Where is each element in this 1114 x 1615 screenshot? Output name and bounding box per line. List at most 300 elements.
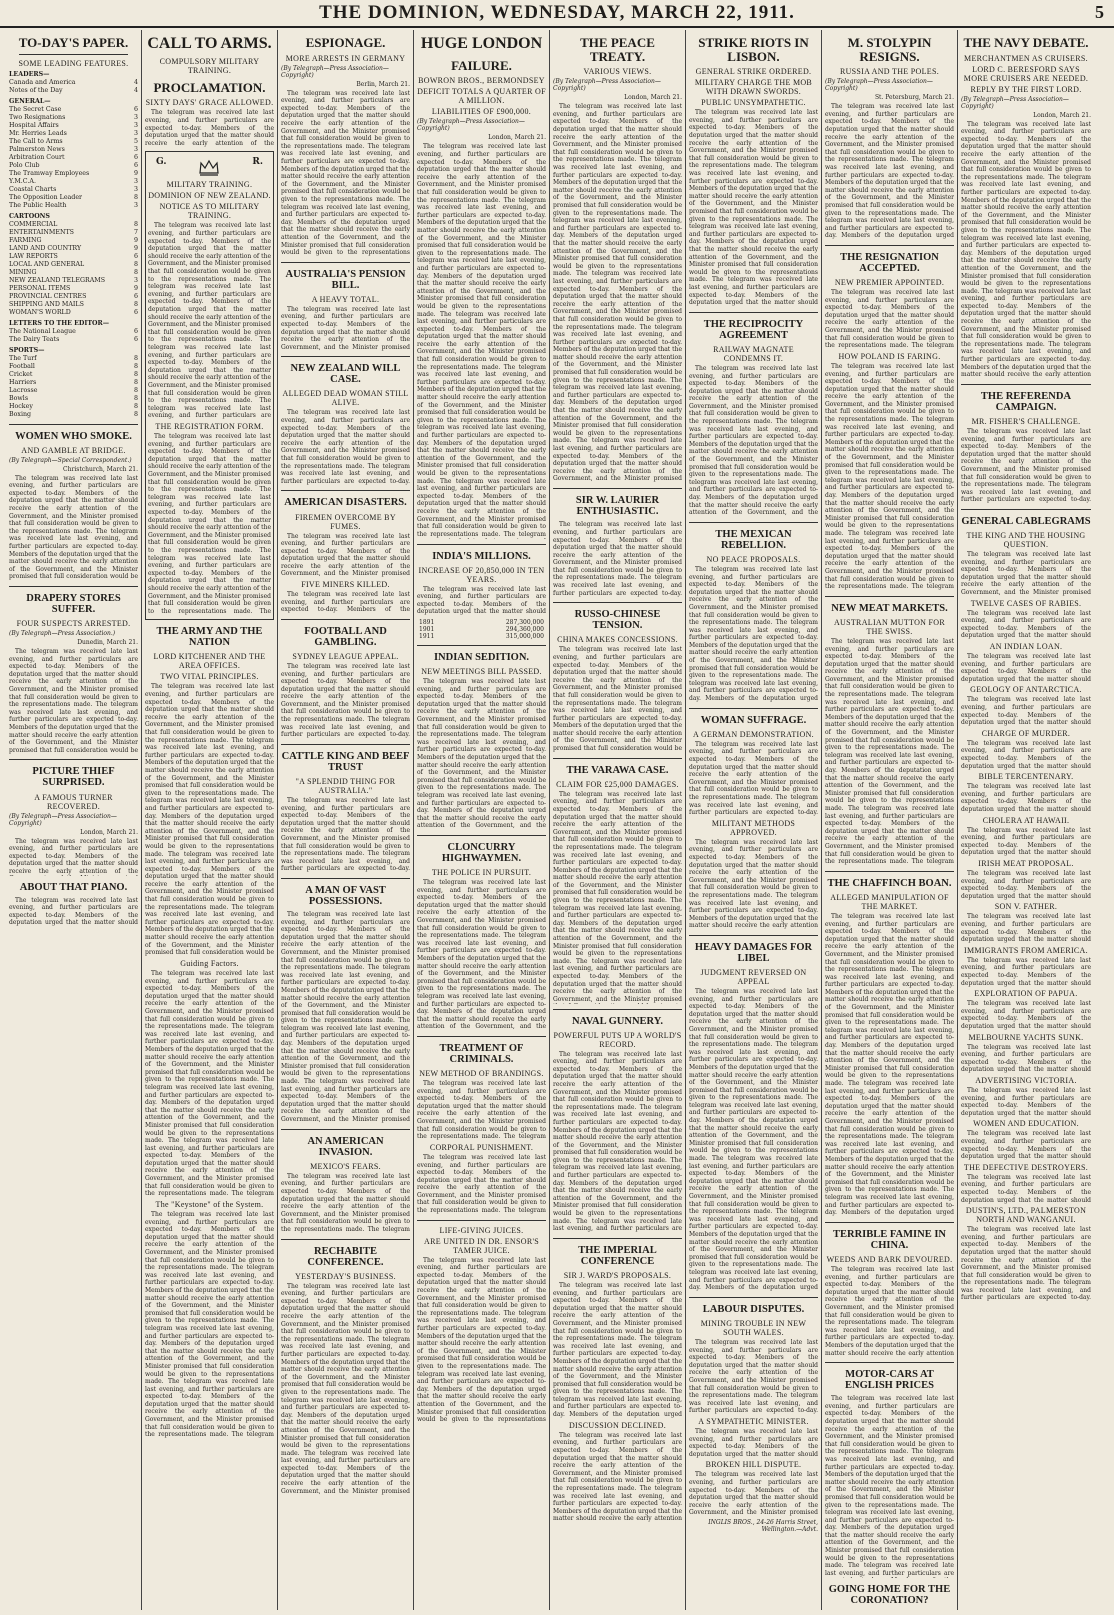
- index-page: 3: [133, 145, 138, 153]
- article-subheading: LORD KITCHENER AND THE AREA OFFICES.: [153, 652, 266, 671]
- article-body: [281, 409, 410, 485]
- byline: (By Telegraph—Press Association—Copyright): [825, 78, 933, 93]
- index-entry: [9, 277, 138, 285]
- article-subheading: REPLY BY THE FIRST LORD.: [970, 84, 1082, 94]
- index-page: 6: [133, 308, 138, 316]
- rule: [689, 522, 818, 523]
- column-6: [686, 30, 822, 1610]
- index-entry: [9, 146, 138, 154]
- cable-item-heading: THE DEFECTIVE DESTROYERS.: [963, 1162, 1089, 1172]
- paragraph: The telegram was received late last evening, and further particulars are expected to-day. Members of the deputation urged that the matter should receive the early attention of the Government, and the Minister promised that full consideration would be given to the representations made. The telegram was received late last evening, and further particulars are expected to-day. Members of the deputation urged that the matter should receive the early attention of the Government, and the Minister promised that full consideration would be given to the representations made. The telegram was received late last evening, and further particulars are expected to-day. Members of the deputation urged that the matter should receive the early attention of the Government, and the Minister promised that full consideration would be given to the representations made. The telegram was received late last evening, and further particulars are expected to-day. Members of the deputation urged that the matter should receive the early attention of the Government, and the Minister promised that full consideration would be given to the representations made. The telegram: [145, 1211, 274, 1439]
- byline: (By Telegraph—Press Association—Copyright): [417, 118, 525, 133]
- paragraph: The telegram was received late last evening, and further particulars are expected to-day. Members of the deputation urged that the matter should receive the early attention of the Government, and the Minister promised that full consideration would be given to the representations made. The telegram was received late last evening, and further particulars are expected to-day. Members of the deputation urged that the matter should receive the early attention of the Government, and the Minister promised that full consideration would be given to the representations made. The telegram was received late last evening, and further particulars are expected to-day. Members of the deputation urged that the matter should receive the early attention of the Government, and the Minister promised that full consideration would be given to the representations made. The telegram was received late last evening, and further particulars are expected to-day. Members of the deputation urged that the matter should receive the early attention of the Government, and the Minister promised that full consideration would be given to the representations made. The telegram was received late last evening, and further particulars are expected to-day. Members of the deputation urged that the matter should receive the early attention of the Government, and the Minister promised that full consideration would be given to the representations made. The telegram was received late last evening, and further particulars are expected to-day. Members of the deputation urged: [825, 912, 954, 1217]
- article-body: [825, 363, 954, 591]
- todays-paper-heading: TO-DAY'S PAPER.: [18, 35, 129, 50]
- article-subheading: DEFICIT TOTALS A QUARTER OF A MILLION.: [417, 87, 546, 106]
- article-body: [553, 1282, 682, 1419]
- paragraph: The telegram was received late last evening, and further particulars are expected to-day. Members of the deputation urged that the matter should: [961, 653, 1091, 683]
- article-body: [281, 663, 410, 739]
- advertisement-signature: INGLIS BROS., 24-26 Harris Street, Wellington.—Advt.: [708, 1518, 818, 1533]
- paragraph: The telegram was received late last evening, and further particulars are expected to-day. Members of the deputation urged that the matter should receive the early attention of the Government, and the Minister promised that full consideration would be given to the representations made. The telegram was received late last evening, and further particulars are expected to-day. Members of the deputation urged that the matter should receive the early attention of the Government, and the Minister promised that full consideration would be given to the representations made. The telegram was received late last evening, and further particulars are expected to-day. Members of the deputation urged that the matter should receive the early attention of the Government, and the Minister promised that full consideration would be given to the representations made. The telegram was received late last evening, and further particulars are expected to-day. Members of the deputation urged that the matter should receive the early attention of the Government, and the Minister promised that full consideration would be given to the representations made. The telegram was received late last evening, and further particulars are expected to-day. Members of the deputation urged that the matter should receive the early attention of the Government, and the Minister promised that full consideration would be given to the representations made. The telegram was received late last evening, and further particulars are expected to-day. Members of the deputation urged that the matter should receive the early attention of the Government, and the Minister promised that full consideration would be given to the representations made. The telegram was received late last evening, and further particulars are expected to-day. Members of the deputation urged that the matter should receive the early attention of the Government, and the Minister promised: [553, 103, 682, 483]
- paragraph: The telegram was received late last evening, and further particulars are expected to-day. Members of the deputation urged that the matter should receive the early attention of the Government, and the Minister promised that full consideration would be given to the representations made. The telegram was received late last evening, and further particulars are expected to-day.: [553, 521, 682, 597]
- index-entry: [9, 363, 138, 371]
- article-subheading: PUBLIC UNSYMPATHETIC.: [701, 98, 806, 108]
- article-heading: GOING HOME FOR THE CORONATION?: [828, 1583, 951, 1606]
- article-body: [689, 1471, 818, 1517]
- index-entry: [9, 395, 138, 403]
- paragraph: The telegram was received late last evening, and further particulars are expected to-day. Members of the deputation urged that the matter should: [961, 1086, 1091, 1117]
- article-subheading: WEEDS AND BARK DEVOURED.: [826, 1254, 953, 1264]
- paragraph: The telegram was received late last evening, and further particulars are expected to-day. Members of the deputation urged that the matter should receive the early attention of the: [9, 837, 138, 875]
- article-heading: LABOUR DISPUTES.: [702, 1303, 805, 1315]
- paragraph: The telegram was received late last evening, and further particulars are expected to-day. Members of the deputation urged that the matter should receive the early attention of the Government, and the Minister promised that full consideration would be given to the representations made. The telegram was received late last evening, and further particulars are expected to-day. Members of the deputation urged that the matter should receive the early attention of the Government, and the Minister promised that full consideration would be: [9, 648, 138, 754]
- article-subheading: A GERMAN DEMONSTRATION.: [693, 729, 814, 739]
- index-entry: [9, 285, 138, 293]
- article-heading: THE REFERENDA CAMPAIGN.: [980, 391, 1072, 414]
- table-row: [417, 633, 546, 640]
- rule: [553, 1238, 682, 1239]
- article-body: [417, 1257, 546, 1424]
- paragraph: The telegram was received late last evening, and further particulars are expected to-day. Members of the deputation urged that the matter should receive the early attention of the Government, and the Minister promised that full consideration would be given to the representations made. The telegram was received late last evening, and further particulars are expected to-day.: [961, 428, 1091, 504]
- cable-item-heading: MELBOURNE YACHTS SUNK.: [968, 1032, 1084, 1042]
- column-4: [414, 30, 550, 1610]
- cable-item-heading: ADVERTISING VICTORIA.: [975, 1075, 1077, 1085]
- index-page: 8: [133, 370, 138, 378]
- index-label: The Turf: [9, 354, 37, 362]
- article-body: [689, 839, 818, 930]
- index-entry: [9, 253, 138, 261]
- index-label: Two Resignations: [9, 113, 66, 121]
- article-body: [961, 428, 1091, 504]
- notice-body: [148, 222, 271, 420]
- article-heading: A MAN OF VAST POSSESSIONS.: [305, 884, 386, 907]
- page-number: 5: [1095, 2, 1104, 22]
- article-body: [689, 988, 818, 1292]
- index-page: 8: [133, 268, 138, 276]
- population-table: [417, 619, 546, 640]
- paragraph: The telegram was received late last evening, and further particulars are expected to-day. Members of the deputation urged that the matter should receive the early attention of the Government, and the Minister promised that full consideration would be given to the representations made. The telegram was received late last evening, and further particulars are expected to-day. Members of the deputation urged that the matter should receive the early attention of the Government, and the Minister promised that full consideration would be given to the representations made. The telegram was received late last evening, and further particulars are expected to-day. Members of the deputation urged that the matter should receive the early attention of the Government, and the Minister promised that full consideration would be given to the representations made. The: [148, 433, 271, 615]
- paragraph: The telegram was received late last evening, and further particulars are expected to-day. Members of the deputation urged that the matter should: [961, 739, 1091, 770]
- index-label: Notes of the Day: [9, 86, 63, 94]
- rule: [417, 544, 546, 545]
- population-cell: 294,360,000: [505, 626, 544, 634]
- index-page: 6: [133, 161, 138, 169]
- article-subheading: RUSSIA AND THE POLES.: [839, 67, 940, 77]
- article-subheading: "A SPLENDID THING FOR AUSTRALIA.": [295, 776, 396, 795]
- article-heading: FOOTBALL AND GAMBLING.: [304, 625, 387, 648]
- article-body: [825, 1266, 954, 1357]
- article-heading: TERRIBLE FAMINE IN CHINA.: [833, 1228, 946, 1251]
- rule: [961, 509, 1091, 510]
- paragraph: The telegram was received late last evening, and further particulars are expected to-day. Members of the deputation urged that the matter should: [961, 1000, 1091, 1030]
- article-body: [553, 1051, 682, 1233]
- index-section: LETTERS TO THE EDITOR—: [9, 319, 110, 327]
- article-heading: THE PEACE TREATY.: [580, 35, 655, 64]
- paragraph: The telegram was received late last evening, and further particulars are expected to-day. Members of the deputation urged that the matter should receive the early attention of the Government, and the Minister promised that full consideration would be given to the representations made. The telegram was received late last evening, and further particulars are expected to-day. Members of the deputation urged that the matter should receive the early attention of the Government, and the Minister promised that full consideration would be given to the representations made. The telegram was received late last evening, and further particulars are expected to-day. Members of the deputation urged that the matter should receive the early attention of the Government, and the Minister promised that full consideration would be given to the representations made. The telegram was received late last evening, and further particulars are expected to-day. Members of the deputation urged that the matter should receive the early attention of the Government, and the Minister promised that full consideration would be given to the representations made. The telegram: [145, 970, 274, 1198]
- rule: [281, 262, 410, 263]
- index-entry: [9, 371, 138, 379]
- paragraph: The telegram was received late last evening, and further particulars are expected to-day. Members of the deputation urged that the matter should receive the early attention of the Government, and the Minister promised that full consideration would be given to the representations made. The telegram was received late last evening, and further particulars are expected to-day.: [281, 409, 410, 485]
- article-heading: INDIA'S MILLIONS.: [432, 550, 531, 562]
- article-heading: HEAVY DAMAGES FOR LIBEL: [694, 941, 813, 964]
- paragraph: The telegram was received late last evening, and further particulars are expected to-day. Members of the deputation urged that the matter should receive the early attention of the Government, and the Minister promised that full consideration would be given to the representations made. The telegram was received late last evening, and further particulars are expected to-day. Members of the deputation urged that the matter should receive the early attention of the Government, and the Minister promised that full consideration would be: [9, 474, 138, 581]
- article-subheading: NEW MEETINGS BILL PASSED.: [421, 667, 542, 677]
- index-label: Hockey: [9, 402, 33, 410]
- index-label: SHIPPING AND MAILS: [9, 300, 84, 308]
- article-heading: THE MEXICAN REBELLION.: [715, 528, 792, 551]
- article-subheading: POWERFUL PUTS UP A WORLD'S RECORD.: [553, 1030, 682, 1049]
- paragraph: The telegram was received late last evening, and further particulars are expected to-day. Members of the deputation urged that the matter should receive the early attention of the Government, and the Minister promised that full consideration would be given to the representations made. The telegram was received late last evening, and further particulars are expected to-day. Members of the deputation urged that the matter should receive the early attention: [825, 1265, 954, 1357]
- article-body: [417, 879, 546, 1031]
- article-heading: AUSTRALIA'S PENSION BILL.: [285, 268, 406, 291]
- index-page: 3: [133, 185, 138, 193]
- index-label: Cricket: [9, 370, 33, 378]
- index-entry: [9, 114, 138, 122]
- rule: [825, 1362, 954, 1363]
- index-label: The Opposition Leader: [9, 193, 83, 201]
- rule: [689, 312, 818, 313]
- paragraph: The telegram was received late last evening, and further particulars are expected to-day. Members of the deputation urged that the matter should receive the early attention of the Government, and the Minister promised that full consideration would be given to the representations made. The telegram was received late last evening, and further particulars are expected to-day. Members of the deputation urged that the matter should receive the early attention of the Government, and the Minister promised that full consideration would be given to the representations made. The telegram was received late last evening, and further particulars are expected to-day. Members of the deputation urged that the matter should receive the early attention of the Government, and the Minister promised that full consideration would be given to the representations made. The telegram was received late last evening, and further particulars are expected to-day. Members of the deputation urged that the matter should receive the early attention of the Government, and the Minister promised: [281, 1282, 410, 1495]
- paragraph: The telegram was received late last evening, and further particulars are expected to-day. Members of the deputation urged that the matter should: [961, 1043, 1091, 1074]
- index-entry: [9, 87, 138, 95]
- column-7: [822, 30, 958, 1610]
- article-subheading: CHINA MAKES CONCESSIONS.: [557, 635, 678, 645]
- rule: [281, 1129, 410, 1130]
- index-entry: [9, 269, 138, 277]
- page-columns: [6, 30, 1110, 1610]
- article-subheading: THE KING AND THE HOUSING QUESTION.: [966, 531, 1086, 550]
- paragraph: The telegram was received late last evening, and further particulars are expected to-day. Members of the deputation urged that the matter should receive the early attention of the Government, and the Minister promised that full consideration would be given to the representations made. The telegram was received late last evening, and further particulars are expected to-day. Members of the deputation urged that the matter should receive the early attention of the Government, and the Minister promised that full consideration would be given to the representations made. The telegram was received late last evening, and further particulars are expected to-day. Members of the deputation urged that the matter should receive the early attention of the Government, and the Minister promised that full consideration would be given to the representations made. The telegram was received late last evening, and further particulars are expected to-day. Members of the deputation urged that the matter should receive the early attention of the Government, and the Minister promised that full consideration would be given to the representations made. The telegram: [825, 637, 954, 866]
- article-subheading: ALLEGED DEAD WOMAN STILL ALIVE.: [282, 389, 409, 408]
- article-body: [9, 475, 138, 581]
- crown-icon: [197, 157, 221, 177]
- paragraph: The telegram was received late last evening, and further particulars are expected to-day. Members of the deputation urged that the matter should: [961, 696, 1091, 727]
- paragraph: The telegram was received late last evening, and further particulars are expected to-day. Members of the deputation urged that the matter should: [961, 609, 1091, 640]
- dateline: London, March 21.: [80, 828, 138, 836]
- article-body: [825, 289, 954, 350]
- index-entry: [9, 130, 138, 138]
- index-page: 6: [133, 335, 138, 343]
- rule: [19, 54, 128, 55]
- paragraph: The telegram was received late last evening, and further particulars are expected to-day. Members of the deputation urged that the matter should: [689, 1427, 818, 1458]
- index-label: PERSONAL ITEMS: [9, 284, 71, 292]
- rule: [281, 619, 410, 620]
- paragraph: The telegram was received late last evening, and further particulars are expected to-day. Members of the deputation urged that the matter should: [961, 913, 1091, 944]
- rule: [281, 490, 410, 491]
- notice-heading: THE REGISTRATION FORM.: [155, 422, 264, 432]
- index-page: 9: [133, 244, 138, 252]
- article-body: [281, 591, 410, 614]
- cable-item-heading: CHARGE OF MURDER.: [981, 728, 1071, 738]
- article-body: [689, 365, 818, 517]
- article-subheading: MR. FISHER'S CHALLENGE.: [971, 417, 1081, 427]
- byline: (By Telegraph—Press Association—Copyright): [281, 64, 389, 79]
- rule: [553, 602, 682, 603]
- article-heading: FAILURE.: [451, 57, 512, 73]
- paragraph: The telegram was received late last evening, and further particulars are expected to-day. Members of the deputation urged that the matter should receive the early attention of the Government, and the Minister promised that full consideration would be given to the representations made. The telegram was received late last evening, and further particulars are expected to-day. Members of the deputation urged that the matter should receive the early attention of the Government, and the Minister promised that full consideration would be given to the representations made. The telegram was received late last evening, and further particulars are expected to-day. Members of the deputation urged: [689, 565, 818, 703]
- index-page: 3: [133, 113, 138, 121]
- article-body: [281, 1173, 410, 1234]
- index-entry: [9, 293, 138, 301]
- index-label: Arbitration Court: [9, 153, 65, 161]
- index-page: 8: [133, 193, 138, 201]
- byline: (By Telegraph—Press Association—Copyright): [9, 812, 117, 827]
- index-page: 3: [133, 276, 138, 284]
- index-page: 4: [133, 78, 138, 86]
- dateline: Christchurch, March 21.: [63, 465, 138, 473]
- index-label: Boxing: [9, 410, 32, 418]
- notice-body: [148, 433, 271, 615]
- article-subheading: ARE UNITED IN DR. ENSOR'S TAMER JUICE.: [424, 1236, 539, 1255]
- rule: [9, 586, 138, 587]
- article-body: [417, 586, 546, 616]
- index-label: ENTERTAINMENTS: [9, 228, 75, 236]
- byline: (By Telegraph—Press Association—Copyright): [553, 78, 661, 93]
- notice-heading: NOTICE AS TO MILITARY TRAINING.: [159, 202, 260, 221]
- rule: [417, 835, 546, 836]
- article-heading: MOTOR-CARS AT ENGLISH PRICES: [845, 1369, 934, 1392]
- year-cell: 1911: [419, 633, 435, 641]
- cable-item-heading: BIBLE TERCENTENARY.: [978, 772, 1074, 782]
- masthead: [0, 0, 1114, 28]
- index-label: The Public Health: [9, 201, 67, 209]
- article-subheading: MEXICO'S FEARS.: [310, 1161, 381, 1171]
- index-label: LAND AND COUNTRY: [9, 244, 82, 252]
- article-body: [9, 838, 138, 876]
- article-subheading: SIR J. WARD'S PROPOSALS.: [563, 1270, 672, 1280]
- article-heading: THE CHAFFINCH BOAN.: [827, 877, 952, 889]
- index-label: MINING: [9, 268, 37, 276]
- article-heading: AMERICAN DISASTERS.: [284, 497, 407, 509]
- article-body: [417, 1154, 546, 1215]
- paragraph: The telegram was received late last evening, and further particulars are expected to-day. Members of the deputation urged that the matter should receive the early attention of the Government, and the Minister promised: [961, 551, 1091, 597]
- rule: [9, 424, 138, 425]
- article-subheading: NO PEACE PROPOSALS.: [706, 554, 801, 564]
- paragraph: The telegram was received late last evening, and further particulars are expected to-day. Members of the deputation urged that the matter should: [961, 1173, 1091, 1204]
- paragraph: The telegram was received late last evening, and further particulars are expected to-day. Members of the deputation urged that the matter should receive the early attention of the Government, and the Minister promised that full consideration would be given to the representations made. The telegram: [281, 1172, 410, 1233]
- index-label: Y.M.C.A.: [9, 177, 36, 185]
- royal-crest: [156, 157, 263, 177]
- article-body: [961, 121, 1091, 379]
- article-subheading: MERCHANTMEN AS CRUISERS.: [964, 53, 1088, 63]
- index-label: The Tramway Employees: [9, 169, 90, 177]
- index-entry: [9, 261, 138, 269]
- rule: [281, 744, 410, 745]
- article-body: [689, 1339, 818, 1415]
- index-label: The National League: [9, 327, 76, 335]
- article-body: [825, 103, 954, 240]
- paragraph: The telegram was received late last evening, and further particulars are expected to-day. Members of the deputation urged that the matter should receive the early attention of the Government, and the Minister promised that full consideration would be given to the representations made. The telegram was received late last evening, and further particulars are expected to-day. Members of the deputation urged that the matter should receive the early attention of the Government, and the Minister promised that full consideration would be given to the representations made. The telegram was received late last evening, and further particulars are expected to-day. Members of the deputation urged that the matter should receive the early attention of the Government, and the Minister promised that full consideration would be given to the representations: [417, 1256, 546, 1424]
- rule: [417, 1036, 546, 1037]
- article-heading: PICTURE THIEF SURPRISED.: [32, 766, 115, 789]
- article-body: [553, 521, 682, 597]
- rule: [553, 488, 682, 489]
- article-heading: CALL TO ARMS.: [147, 35, 272, 52]
- article-subheading: BROKEN HILL DISPUTE.: [705, 1460, 802, 1470]
- article-subheading: FOUR SUSPECTS ARRESTED.: [16, 619, 131, 629]
- article-body: [689, 741, 818, 817]
- article-body: [417, 1080, 546, 1141]
- article-subheading: A HEAVY TOTAL.: [311, 294, 380, 304]
- crest-letter: G.: [156, 157, 167, 168]
- paragraph: The telegram was received late last evening, and further particulars are expected to-day. Members of the deputation urged that the matter should receive the early attention of the Government, and the Minister promised that full consideration would be given to the representations made. The telegram was received late last evening, and further particulars are expected to-day. Members of the deputation urged that the matter should receive the early attention of the Government, and the Minister promised that full consideration would be given to the representations made. The telegram was received late last evening, and further particulars are expected to-day. Members of the deputation urged that the matter should receive the early attention of the Government, and the: [417, 879, 546, 1031]
- index-entry: [9, 106, 138, 114]
- rule: [825, 871, 954, 872]
- table-row: [417, 626, 546, 633]
- newspaper-title: THE DOMINION, WEDNESDAY, MARCH 22, 1911.: [319, 2, 795, 23]
- cable-item-heading: TWELVE CASES OF RABIES.: [970, 598, 1082, 608]
- paragraph: The telegram was received late last evening, and further particulars are expected to-day. Members of the deputation urged that the matter should receive the early attention of the Government, and the Minister promised that full consideration would be given to the representations made. The telegram: [825, 289, 954, 350]
- paragraph: The telegram was received late last evening, and further particulars are expected to-day. Members of the deputation urged that the matter should: [961, 870, 1091, 900]
- article-heading: NEW MEAT MARKETS.: [831, 602, 948, 614]
- cable-item-heading: GEOLOGY OF ANTARCTICA.: [970, 685, 1082, 695]
- article-heading: CLONCURRY HIGHWAYMEN.: [441, 842, 522, 865]
- index-section: SPORTS—: [9, 346, 45, 354]
- index-page: 8: [133, 300, 138, 308]
- index-entry: [9, 170, 138, 178]
- index-label: Canada and America: [9, 78, 76, 86]
- article-body: [145, 109, 274, 147]
- article-body: [825, 913, 954, 1217]
- article-heading: HUGE LONDON: [420, 35, 543, 52]
- paragraph: The telegram was received late last evening, and further particulars are expected to-day. Members of the deputation urged that the matter should receive the early attention of the Government, and the Minister promised that full consideration would be given to the representations made. The telegram was received late last evening, and further particulars are expected to-day. Members of the deputation urged that the matter should receive the early attention of the Government, and the Minister promised that full consideration would be given to the representations made. The telegram was received late last evening, and further particulars are expected to-day. Members of the deputation urged that the matter should receive the early attention of the Government, and the Minister promised that full consideration would be given to the representations made. The telegram was received late last evening, and further particulars are expected to-day. Members of the deputation urged that the matter should receive the early attention of the Government, and the Minister promised that full consideration would be given to the representations made. The telegram was received late last evening, and further particulars are expected to-day. Members of the deputation urged that the matter should receive the early attention: [961, 120, 1091, 379]
- article-subheading: SYDNEY LEAGUE APPEAL.: [292, 651, 399, 661]
- index-entry: [9, 336, 138, 344]
- table-row: [417, 619, 546, 626]
- rule: [281, 356, 410, 357]
- index-label: LAW REPORTS: [9, 252, 58, 260]
- index-page: 3: [133, 177, 138, 185]
- population-cell: 315,000,000: [505, 633, 544, 641]
- cable-item-heading: WOMEN AND EDUCATION.: [973, 1119, 1079, 1129]
- byline: (By Telegraph—Special Correspondent.): [9, 456, 132, 464]
- proclamation-notice: [145, 151, 274, 620]
- article-heading: WOMAN SUFFRAGE.: [700, 714, 807, 726]
- paragraph: The telegram was received late last evening, and further particulars are expected to-day. Members of the deputation urged that the matter should receive the early attention of the Government, and the Minister promised that full consideration would be given to the representations made. The telegram was received late last evening, and further particulars are expected to-day. Members of the deputation urged that the matter should receive the early attention of the Government, and the Minister promised that full consideration would be given to the representations made. The telegram was received late last evening, and further particulars are expected to-day. Members of the deputation urged that the matter should receive the early attention of the Government, and the Minister promised that full consideration would be given to the representations made. The telegram was received late last evening, and further particulars are expected to-day. Members of the deputation urged that the matter should: [689, 109, 818, 307]
- dateline: London, March 21.: [1033, 111, 1091, 119]
- dateline: London, March 21.: [624, 94, 682, 102]
- paragraph: The telegram was received late last evening, and further particulars are expected to-day. Members of the deputation urged that the matter should receive the early attention of the Government, and the Minister promised that full consideration would be given to the representations made. The telegram was received late last evening, and further particulars are expected to-day. Members of the deputation urged that the matter should receive the early attention of the Government, and the Minister promised that full consideration would be given to the representations made. The telegram was received late last evening, and further particulars are expected to-day. Members of the deputation urged that the matter should receive the early attention of the Government, and the Minister promised that full consideration would be given to the representations made. The telegram was received late last evening, and further particulars are expected to-day. Members of the deputation urged that the matter should receive the early attention of the Government, and the Minister promised: [553, 790, 682, 1003]
- article-body: [553, 103, 682, 483]
- index-entry: [9, 122, 138, 130]
- paragraph: The telegram was received late last evening, and further particulars are expected to-day. Members of the deputation urged that the matter should receive the early attention of the Government, and the Minister promised that full consideration would be given to the representations made. The telegram was received late last evening, and further particulars are expected to-day. Members of the deputation urged that the matter should receive the early attention of the Government, and the Minister promised that full consideration would be given to the representations made. The telegram was received late last evening, and further particulars are expected to-day. Members of the deputation urged that the matter should receive the early attention of the Government, and the Minister promised that full consideration would be given to the representations made. The telegram was received late last evening, and further particulars are expected to-day. Members of the deputation urged that the matter should receive the early attention of the Government, and the Minister promised: [281, 910, 410, 1124]
- index-entry: [9, 403, 138, 411]
- index-page: 3: [133, 121, 138, 129]
- paragraph: The telegram was received late last evening, and further particulars are expected to-day. Members of the: [281, 591, 410, 614]
- article-body: [689, 566, 818, 703]
- index-page: 9: [133, 236, 138, 244]
- rule: [9, 759, 138, 760]
- index-entry: [9, 229, 138, 237]
- index-entry: [9, 387, 138, 395]
- article-body: [961, 551, 1091, 597]
- rule: [825, 245, 954, 246]
- paragraph: The telegram was received late last evening, and further particulars are expected to-day. Members of the deputation urged that the matter should: [961, 956, 1091, 987]
- index-label: The Call to Arms: [9, 137, 63, 145]
- crest-letter: R.: [252, 157, 263, 168]
- article-subheading: BOWRON BROS., BERMONDSEY: [418, 76, 545, 86]
- index-entry: [9, 162, 138, 170]
- article-body: [145, 683, 274, 957]
- paragraph: The telegram was received late last evening, and further particulars are expected to-day. Members of the deputation urged that the matter should receive the early attention of the Government, and the Minister promised that full consideration would be given to the representations made. The telegram was received late last evening, and further particulars are expected to-day. Members of the deputation urged that the matter should receive the early attention: [689, 838, 818, 930]
- article-heading: NEW ZEALAND WILL CASE.: [290, 363, 401, 386]
- article-body: [961, 1226, 1091, 1302]
- column-3: [278, 30, 414, 1610]
- article-heading: INDIAN SEDITION.: [433, 652, 530, 664]
- index-section: LEADERS—: [9, 70, 50, 78]
- article-subheading: MILITANT METHODS APPROVED.: [711, 818, 796, 837]
- article-subheading: THE POLICE IN PURSUIT.: [431, 868, 532, 878]
- article-heading: THE NAVY DEBATE.: [963, 35, 1089, 50]
- article-heading: CATTLE KING AND BEEF TRUST: [281, 750, 410, 773]
- cable-item-heading: AN INDIAN LOAN.: [989, 642, 1063, 652]
- index-page: 6: [133, 105, 138, 113]
- rule: [553, 1009, 682, 1010]
- article-heading: ESPIONAGE.: [305, 35, 386, 50]
- paragraph: The telegram was received late last evening, and further particulars are expected to-day. Members of the deputation urged that the matter should: [9, 896, 138, 927]
- rule: [825, 1222, 954, 1223]
- paragraph: The telegram was received late last evening, and further particulars are expected to-day. Members of the deputation urged that the matter should receive the early attention of the Government, and the Minister promised that full consideration would be given to the representations made. The telegram: [417, 1080, 546, 1141]
- index-section: CARTOONS: [9, 212, 50, 220]
- index-page: 8: [133, 220, 138, 228]
- paragraph: The telegram was received late last evening, and further particulars are expected to-day. Members of the deputation urged that the matter should receive the early attention of the Government, and the Minister promised that full consideration would be given to the representations made. The telegram was received late last evening, and further particulars are expected to-day. Members of the deputation urged that the matter should receive the early attention of the Government, and the Minister promised that full consideration would be given to the representations made. The telegram was received late last evening, and further particulars are expected to-day. Members of the deputation urged that the matter should receive the early attention of the Government, and the: [417, 678, 546, 830]
- todays-paper-sub: SOME LEADING FEATURES.: [18, 58, 129, 68]
- article-body: [825, 638, 954, 866]
- index-label: Polo Club: [9, 161, 40, 169]
- index-entry: [9, 186, 138, 194]
- paragraph: The telegram was received late last evening, and further particulars are expected to-day. Members of the deputation urged that the matter should receive the early attention of the Government, and the Minister promised that full consideration would be given to the representations made. The telegram was received late last evening, and further particulars are expected to-day.: [281, 662, 410, 739]
- article-subheading: GENERAL STRIKE ORDERED.: [695, 67, 812, 77]
- index-page: 8: [133, 402, 138, 410]
- paragraph: The telegram was received late last evening, and further particulars are expected to-day. Members of the deputation urged that the matter should receive the early attention of the Government, and the Minister promised that full consideration would be given to the representations made. The telegram was received late last evening, and further particulars are expected to-day. Members of the deputation urged that the matter should receive the early attention: [553, 1431, 682, 1523]
- rule: [281, 1239, 410, 1240]
- index-section: GENERAL—: [9, 97, 51, 105]
- article-heading: DRAPERY STORES SUFFER.: [26, 593, 121, 616]
- index-page: 6: [133, 252, 138, 260]
- article-heading: THE RECIPROCITY AGREEMENT: [703, 318, 804, 341]
- index-label: Hospital Affairs: [9, 121, 59, 129]
- cable-item-heading: CHOLERA AT HAWAII.: [982, 815, 1070, 825]
- paragraph: The telegram was received late last evening, and further particulars are expected to-day. Members of the deputation urged that the matter should: [961, 783, 1091, 814]
- paragraph: The telegram was received late last evening, and further particulars are expected to-day. Members of the deputation urged that the matter should receive the early attention of the Government, and the Minister promised that full consideration would be given to the representations made. The telegram was received late last evening, and further particulars are expected to-day.: [961, 1226, 1091, 1302]
- paragraph: The telegram was received late last evening, and further particulars are expected to-day. Members of the deputation urged that the matter should receive the early attention of the Government, and the Minister promised that full consideration would be given to the representations made. The telegram was received late last evening, and further particulars are expected to-day. Members of the deputation urged that the matter should receive the early attention of the Government, and the Minister promised that full consideration would be given to the representations made. The telegram was received late last evening, and further particulars are expected to-day. Members of the deputation urged that the matter should receive the early attention of the Government, and the Minister promised that full consideration would be given to the representations made. The telegram was received late last evening, and further particulars are expected to-day. Members of the deputation urged that the matter should receive the early attention of the Government, and the Minister promised that full consideration would be given to the representations made. The telegram: [825, 362, 954, 591]
- column-1: [6, 30, 142, 1610]
- article-heading: RUSSO-CHINESE TENSION.: [574, 609, 661, 632]
- article-body: [689, 1428, 818, 1458]
- article-heading: WOMEN WHO SMOKE.: [15, 430, 132, 442]
- article-subheading: NEW METHOD OF BRANDINGS.: [419, 1069, 544, 1079]
- article-subheading: AUSTRALIAN MUTTON FOR THE SWISS.: [833, 617, 946, 636]
- index-label: Coastal Charts: [9, 185, 57, 193]
- index-label: WOMAN'S WORLD: [9, 308, 71, 316]
- article-body: [553, 1432, 682, 1523]
- section-heading: The "Keystone" of the System.: [155, 1200, 264, 1210]
- article-subheading: CLAIM FOR £25,000 DAMAGES.: [556, 779, 679, 789]
- rule: [417, 1220, 546, 1221]
- paragraph: The telegram was received late last evening, and further particulars are expected to-day. Members of the deputation urged that the matter should receive the early attention of the Government, and the Minister promised that full consideration would be given to the representations made. The telegram was received late last evening, and further particulars are expected to-day. Members of the deputation urged that the matter should receive the early attention of the Government, and the Minister promised that full consideration would be given to the representations made. The telegram was received late last evening, and further particulars are expected to-day. Members of the deputation urged that the matter should receive the early attention of the Government, and the Minister promised that full consideration would be given to the representations made. The telegram was received late last evening, and further particulars are expected to-day. Members of the deputation urged that the matter should receive the early attention of the Government, and the Minister promised that full consideration would be given to the representations made. The telegram was received late last evening, and further particulars are expected to-day. Members of the deputation urged that the matter should receive the early attention of the Government, and the Minister promised that full consideration would be: [145, 683, 274, 957]
- article-heading: PROCLAMATION.: [153, 79, 266, 95]
- year-cell: 1891: [419, 619, 435, 627]
- column-5: [550, 30, 686, 1610]
- index-page: 6: [133, 292, 138, 300]
- article-heading: SIR W. LAURIER ENTHUSIASTIC.: [575, 495, 660, 518]
- byline: (By Telegraph—Press Association.): [9, 630, 116, 638]
- dateline: London, March 21.: [488, 134, 546, 142]
- index-entry: [9, 245, 138, 253]
- index-entry: [9, 178, 138, 186]
- rule: [281, 878, 410, 879]
- article-heading: THE ARMY AND THE NATION: [156, 626, 263, 649]
